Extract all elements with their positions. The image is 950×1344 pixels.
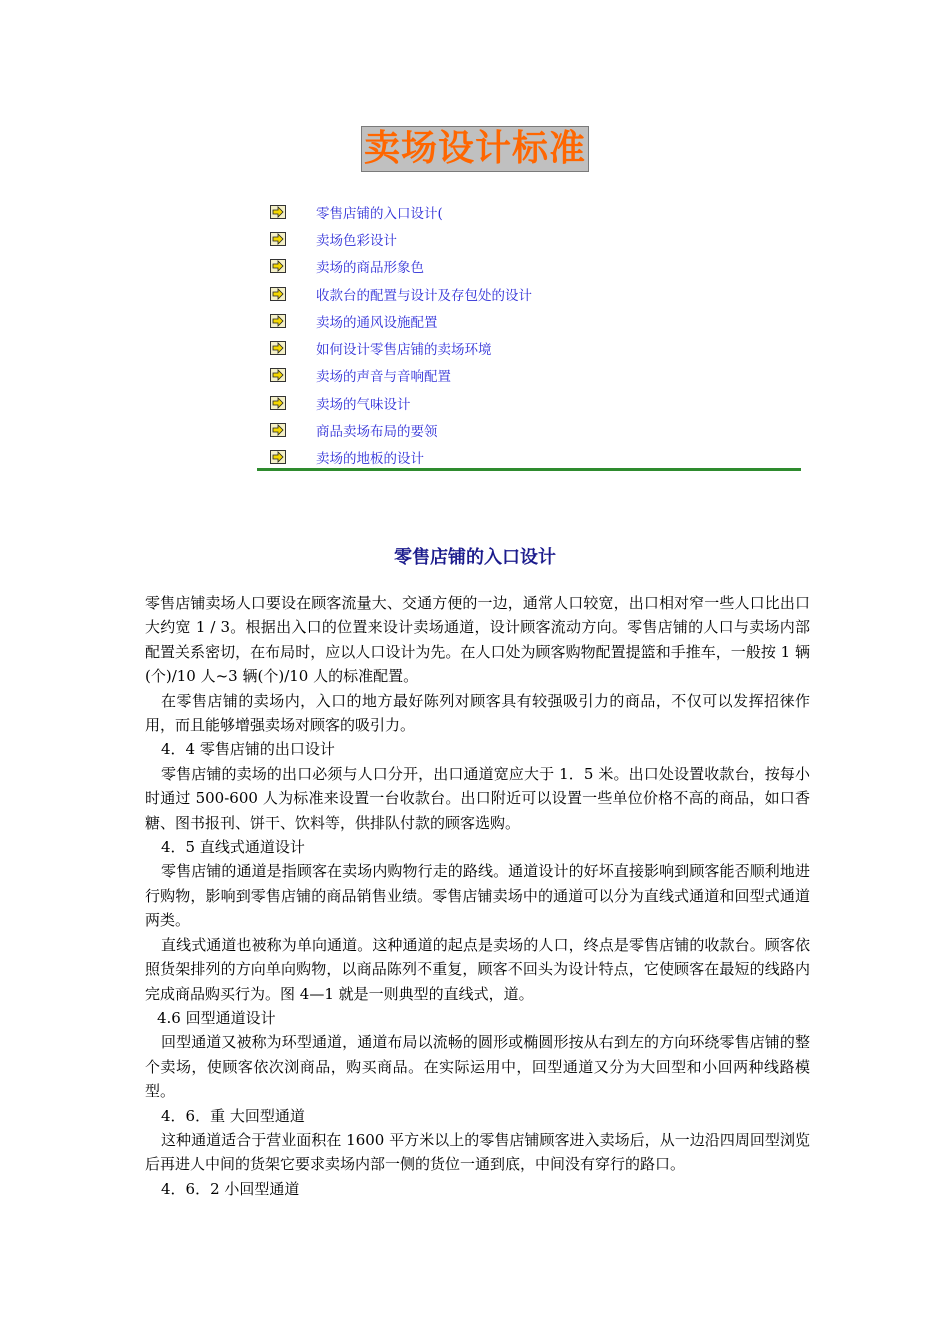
arrow-right-icon xyxy=(270,423,286,437)
subheading: 4．5 直线式通道设计 xyxy=(161,838,305,857)
subheading: 4．6．2 小回型通道 xyxy=(161,1179,300,1198)
arrow-right-icon xyxy=(270,205,286,219)
paragraph: 在零售店铺的卖场内，入口的地方最好陈列对顾客具有较强吸引力的商品，不仅可以发挥招徕作用，而且能够增强卖场对顾客的吸引力。 xyxy=(145,691,810,735)
title-container xyxy=(0,126,950,172)
toc-item xyxy=(270,198,810,225)
toc-link[interactable]: 卖场的地板的设计 xyxy=(316,451,424,468)
paragraph: 零售店铺的通道是指顾客在卖场内购物行走的路线。通道设计的好坏直接影响到顾客能否顺利地进行购物，影响到零售店铺的商品销售业绩。零售店铺卖场中的通道可以分为直线式通道和回型式通道两类。 xyxy=(145,862,810,930)
section-title: 零售店铺的入口设计 xyxy=(394,547,556,568)
arrow-right-icon xyxy=(270,450,286,464)
toc-link[interactable]: 卖场的商品形象色 xyxy=(316,260,424,277)
toc-link[interactable]: 收款台的配置与设计及存包处的设计 xyxy=(316,287,532,304)
arrow-right-icon xyxy=(270,396,286,410)
arrow-right-icon xyxy=(270,341,286,355)
paragraph: 直线式通道也被称为单向通道。这种通道的起点是卖场的人口，终点是零售店铺的收款台。顾客依照货架排列的方向单向购物，以商品陈列不重复，顾客不回头为设计特点，它使顾客在最短的线路内完成商品购买行为。图 4—1 就是一则典型的直线式，道。 xyxy=(145,935,810,1003)
article-body xyxy=(145,591,810,1201)
toc-link[interactable]: 卖场的声音与音响配置 xyxy=(316,369,451,386)
toc-item xyxy=(270,225,810,252)
arrow-right-icon xyxy=(270,314,286,328)
subheading: 4．6．重 大回型通道 xyxy=(161,1106,305,1125)
toc-link[interactable]: 卖场的通风设施配置 xyxy=(316,314,438,331)
toc-link[interactable]: 卖场的气味设计 xyxy=(316,396,411,413)
toc-link[interactable]: 卖场色彩设计 xyxy=(316,232,397,249)
page-title: 卖场设计标准 xyxy=(361,126,589,172)
toc-item xyxy=(270,280,810,307)
toc-item xyxy=(270,253,810,280)
paragraph: 零售店铺卖场人口要设在顾客流量大、交通方便的一边，通常人口较宽，出口相对窄一些人口比出口大约宽 1 / 3。根据出入口的位置来设计卖场通道，设计顾客流动方向。零售店铺的人口与卖场内部配置关系密切，在布局时，应以人口设计为先。在人口处为顾客购物配置提篮和手推车，一般按 1 辆(个)/10 人~3 辆(个)/10 人的标准配置。 xyxy=(145,594,810,686)
arrow-right-icon xyxy=(270,259,286,273)
toc-item xyxy=(270,416,810,443)
paragraph: 回型通道又被称为环型通道，通道布局以流畅的圆形或椭圆形按从右到左的方向环绕零售店铺的整个卖场，使顾客依次浏商品，购买商品。在实际运用中，回型通道又分为大回型和小回两种线路模型。 xyxy=(145,1033,810,1101)
arrow-right-icon xyxy=(270,232,286,246)
paragraph: 这种通道适合于营业面积在 1600 平方米以上的零售店铺顾客进入卖场后，从一边沿四周回型浏览后再进人中间的货架它要求卖场内部一侧的货位一通到底，中间没有穿行的路口。 xyxy=(145,1130,810,1174)
toc-item xyxy=(270,307,810,334)
toc-divider xyxy=(257,468,801,471)
toc-link[interactable]: 如何设计零售店铺的卖场环境 xyxy=(316,342,492,359)
toc-item xyxy=(270,444,810,471)
arrow-right-icon xyxy=(270,368,286,382)
subheading: 4．4 零售店铺的出口设计 xyxy=(161,740,335,759)
table-of-contents xyxy=(270,198,810,471)
toc-link[interactable]: 商品卖场布局的要领 xyxy=(316,424,438,441)
toc-item xyxy=(270,389,810,416)
toc-item xyxy=(270,362,810,389)
subheading: 4.6 回型通道设计 xyxy=(157,1008,276,1027)
toc-link[interactable]: 零售店铺的入口设计( xyxy=(316,205,443,222)
arrow-right-icon xyxy=(270,287,286,301)
toc-item xyxy=(270,334,810,361)
paragraph: 零售店铺的卖场的出口必须与人口分开，出口通道宽应大于 1．5 米。出口处设置收款台，按每小时通过 500-600 人为标准来设置一台收款台。出口附近可以设置一些单位价格不高的商品，如口香糖、图书报刊、饼干、饮料等，供排队付款的顾客选购。 xyxy=(145,764,810,832)
